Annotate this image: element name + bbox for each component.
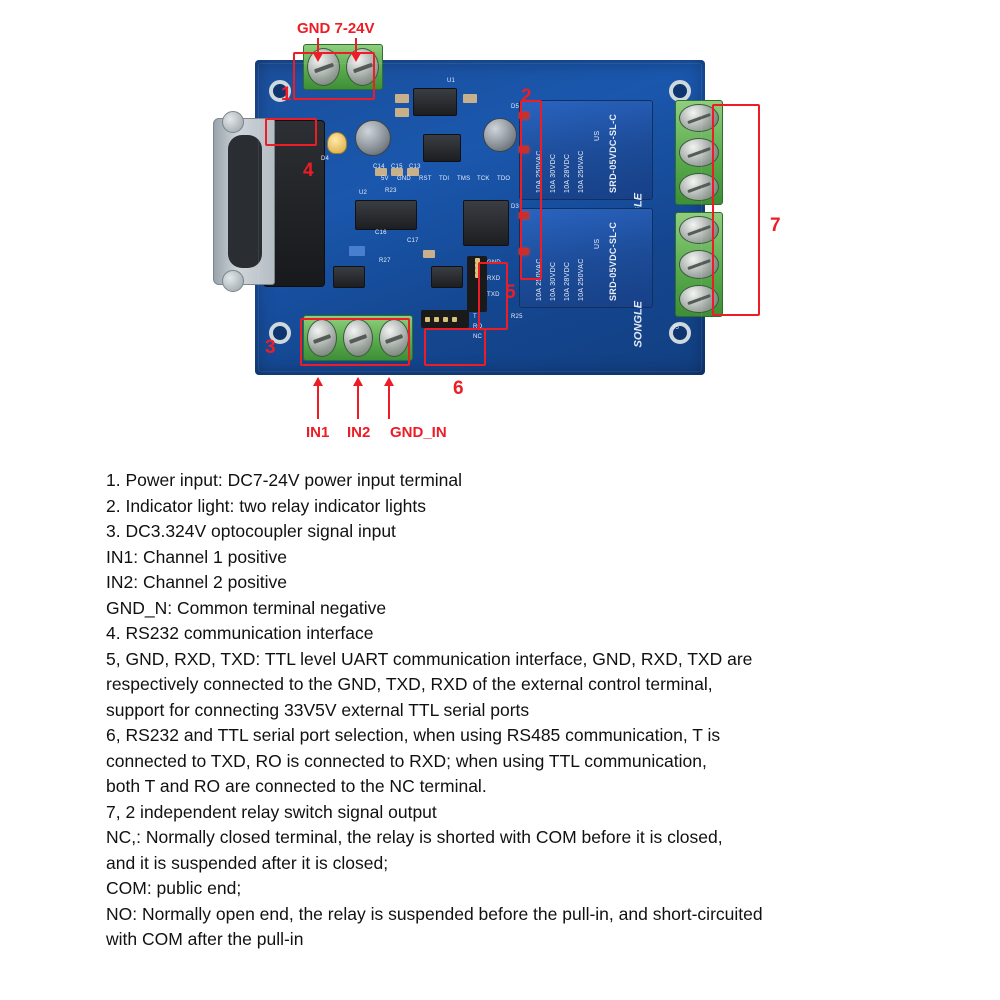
arrow-power-2 bbox=[355, 38, 357, 54]
highlight-jumper bbox=[424, 328, 486, 366]
silk-rxd: RXD bbox=[487, 276, 501, 282]
silk-rst: RST bbox=[419, 176, 432, 182]
relay-rating-3: 10A 28VDC bbox=[564, 261, 571, 301]
silk-r25: R25 bbox=[511, 314, 523, 320]
relay-cert-mark: US bbox=[594, 238, 601, 249]
relay-cert-mark: US bbox=[594, 130, 601, 141]
callout-2: 2 bbox=[521, 86, 532, 107]
regulator-ic bbox=[413, 88, 457, 116]
desc-line-2: 2. Indicator light: two relay indicator lights bbox=[106, 495, 427, 516]
relay-rating-1: 10A 250VAC bbox=[536, 150, 543, 193]
desc-line-14: 7, 2 independent relay switch signal output bbox=[106, 801, 437, 822]
highlight-rs232 bbox=[265, 118, 317, 146]
desc-line-5: IN2: Channel 2 positive bbox=[106, 572, 287, 592]
silk-tms: TMS bbox=[457, 176, 471, 182]
silk-c17: C17 bbox=[407, 238, 419, 244]
desc-line-4: IN1: Channel 1 positive bbox=[106, 546, 287, 567]
silk-5v: 5V bbox=[381, 176, 389, 182]
desc-line-18: NO: Normally open end, the relay is suspended before the pull-in, and short-circuited bbox=[106, 903, 763, 924]
desc-line-13: both T and RO are connected to the NC terminal. bbox=[106, 776, 487, 796]
callout-3: 3 bbox=[265, 337, 276, 358]
label-in2: IN2 bbox=[347, 424, 371, 441]
silk-c13: C13 bbox=[409, 164, 421, 170]
driver-ic bbox=[355, 200, 417, 230]
desc-line-17: COM: public end; bbox=[106, 878, 242, 898]
smd-resistor bbox=[463, 94, 477, 103]
label-gnd-7-24v: GND 7-24V bbox=[297, 20, 375, 37]
mounting-hole bbox=[669, 80, 691, 102]
desc-line-7: 4. RS232 communication interface bbox=[106, 623, 374, 643]
desc-line-1: 1. Power input: DC7-24V power input terminal bbox=[106, 470, 463, 490]
silk-c16: C16 bbox=[375, 230, 387, 236]
highlight-relay-outputs bbox=[712, 104, 760, 316]
smd-resistor bbox=[423, 250, 435, 258]
smd-ic-small-2 bbox=[431, 266, 463, 288]
silk-gnd-2: GND bbox=[487, 260, 501, 266]
ceramic-capacitor bbox=[327, 132, 347, 154]
electrolytic-capacitor-1 bbox=[355, 120, 391, 156]
desc-line-11: 6, RS232 and TTL serial port selection, when using RS485 communication, T is bbox=[106, 725, 721, 745]
silk-tdo: TDO bbox=[497, 176, 511, 182]
relay-part-number: SRD-05VDC-SL-C bbox=[608, 113, 618, 193]
rs232-ttl-jumper-header bbox=[421, 310, 469, 328]
desc-line-15: NC,: Normally closed terminal, the relay is shorted with COM before it is closed, bbox=[106, 827, 723, 847]
db9-shell bbox=[228, 135, 262, 268]
silk-d3: D3 bbox=[511, 204, 520, 210]
label-in1: IN1 bbox=[306, 424, 330, 441]
callout-1: 1 bbox=[281, 84, 292, 105]
smd-ic-small bbox=[333, 266, 365, 288]
mcu-ic bbox=[463, 200, 509, 246]
silk-u1: U1 bbox=[447, 78, 456, 84]
relay-rating-1: 10A 250VAC bbox=[536, 258, 543, 301]
desc-line-6: GND_N: Common terminal negative bbox=[106, 597, 387, 618]
desc-line-3: 3. DC3.324V optocoupler signal input bbox=[106, 521, 396, 541]
silk-c15: C15 bbox=[391, 164, 403, 170]
label-gnd-in: GND_IN bbox=[390, 424, 447, 441]
silk-ro: RO bbox=[473, 324, 483, 330]
desc-line-10: support for connecting 33V5V external TTL serial ports bbox=[106, 699, 530, 720]
desc-line-16: and it is suspended after it is closed; bbox=[106, 852, 389, 873]
relay-rating-2: 10A 30VDC bbox=[550, 261, 557, 301]
silk-tck: TCK bbox=[477, 176, 490, 182]
inductor-module bbox=[423, 134, 461, 162]
description-text bbox=[106, 468, 906, 953]
desc-line-12: connected to TXD, RO is connected to RXD; when using TTL communication, bbox=[106, 750, 707, 771]
relay-rating-3: 10A 28VDC bbox=[564, 153, 571, 193]
desc-line-19: with COM after the pull-in bbox=[106, 929, 304, 949]
silk-r23: R23 bbox=[385, 188, 397, 194]
desc-line-8: 5, GND, RXD, TXD: TTL level UART communication interface, GND, RXD, TXD are bbox=[106, 648, 753, 669]
highlight-signal-input bbox=[300, 318, 410, 366]
silk-u2: U2 bbox=[359, 190, 368, 196]
smd-capacitor bbox=[349, 246, 365, 256]
arrow-gnd-in bbox=[388, 385, 390, 419]
relay-rating-2: 10A 30VDC bbox=[550, 153, 557, 193]
callout-7: 7 bbox=[770, 215, 781, 236]
smd-resistor bbox=[395, 108, 409, 117]
arrow-in2 bbox=[357, 385, 359, 419]
highlight-power-terminal bbox=[293, 52, 375, 100]
callout-6: 6 bbox=[453, 378, 464, 399]
highlight-ttl-header bbox=[478, 262, 508, 330]
highlight-indicator-leds bbox=[520, 100, 542, 280]
callout-4: 4 bbox=[303, 160, 314, 181]
silk-gnd: GND bbox=[397, 176, 411, 182]
silk-txd: TXD bbox=[487, 292, 500, 298]
db9-screw-post bbox=[222, 111, 244, 133]
electrolytic-capacitor-2 bbox=[483, 118, 517, 152]
desc-line-9: respectively connected to the GND, TXD, RXD of the external control terminal, bbox=[106, 674, 713, 694]
relay-brand: SONGLE bbox=[632, 301, 644, 348]
silk-nc: NC bbox=[473, 334, 483, 340]
silk-c14: C14 bbox=[373, 164, 385, 170]
relay-rating-4: 10A 250VAC bbox=[578, 150, 585, 193]
silk-r27: R27 bbox=[379, 258, 391, 264]
smd-resistor bbox=[395, 94, 409, 103]
arrow-in1 bbox=[317, 385, 319, 419]
silk-tdi: TDI bbox=[439, 176, 450, 182]
board-diagram bbox=[0, 0, 1000, 450]
relay-rating-4: 10A 250VAC bbox=[578, 258, 585, 301]
relay-part-number: SRD-05VDC-SL-C bbox=[608, 221, 618, 301]
silk-j5: J5 bbox=[672, 325, 679, 331]
callout-5: 5 bbox=[505, 282, 516, 303]
db9-screw-post bbox=[222, 270, 244, 292]
silk-d4: D4 bbox=[321, 156, 330, 162]
arrow-power bbox=[317, 38, 319, 54]
silk-d5: D5 bbox=[511, 104, 520, 110]
silk-t: T bbox=[473, 314, 477, 320]
